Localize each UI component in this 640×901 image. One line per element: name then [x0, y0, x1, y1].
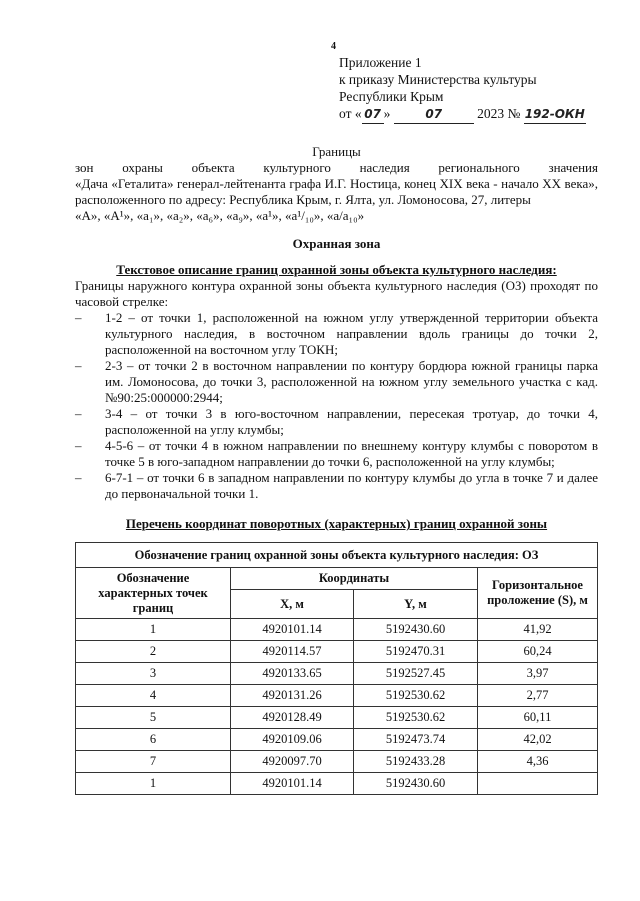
table-row: [76, 751, 598, 773]
subtitle-word: наследия: [359, 160, 410, 175]
table-row: [76, 773, 598, 795]
cell-y: 5192530.62: [354, 707, 478, 729]
list-item: [75, 310, 598, 358]
cell-x: 4920109.06: [231, 729, 354, 751]
cell-x: 4920131.26: [231, 685, 354, 707]
cell-s: 60,24: [478, 641, 598, 663]
col-coords-header: Координаты: [231, 568, 478, 590]
subtitle-word: охраны: [122, 160, 163, 175]
appendix-line3: Республики Крым: [339, 89, 444, 104]
intro-paragraph: Границы наружного контура охранной зоны объекта культурного наследия (ОЗ) проходят по часовой стрелке:: [75, 278, 598, 309]
date-mid: »: [383, 106, 391, 121]
subtitle-word: культурного: [263, 160, 331, 175]
handwritten-month: 07: [394, 106, 474, 124]
appendix-line2: к приказу Министерства культуры: [339, 72, 537, 87]
table-row: [76, 729, 598, 751]
boundary-segments-list: [75, 310, 598, 502]
cell-y: 5192530.62: [354, 685, 478, 707]
cell-s: 3,97: [478, 663, 598, 685]
cell-y: 5192433.28: [354, 751, 478, 773]
zone-heading: Охранная зона: [292, 236, 381, 251]
date-year: 2023 №: [477, 106, 521, 121]
table-row: [76, 641, 598, 663]
cell-s: 42,02: [478, 729, 598, 751]
cell-x: 4920133.65: [231, 663, 354, 685]
doc-subtitle: [75, 160, 598, 224]
date-prefix: от «: [339, 106, 362, 121]
cell-x: 4920097.70: [231, 751, 354, 773]
cell-y: 5192470.31: [354, 641, 478, 663]
cell-x: 4920101.14: [231, 773, 354, 795]
cell-s: 60,11: [478, 707, 598, 729]
dash-bullet: –: [75, 406, 82, 421]
cell-p: 4: [76, 685, 231, 707]
liters: «А», «А¹», «а₁», «а₂», «а₆», «а₉», «а¹», «а¹/₁₀», «а/а₁₀»: [75, 208, 365, 223]
subtitle-word: зон: [75, 160, 94, 175]
cell-s: 4,36: [478, 751, 598, 773]
appendix-line1: Приложение 1: [339, 55, 422, 70]
col-s-header: Горизонтальное проложение (S), м: [478, 568, 598, 619]
page-number: 4: [331, 41, 336, 52]
handwritten-number: 192-ОКН: [524, 106, 586, 124]
coordinates-table: [75, 542, 598, 795]
subtitle-word: значения: [548, 160, 598, 175]
cell-s: [478, 773, 598, 795]
col-x-header: X, м: [231, 590, 354, 619]
table-row: [76, 663, 598, 685]
cell-y: 5192527.45: [354, 663, 478, 685]
dash-bullet: –: [75, 310, 82, 325]
cell-s: 2,77: [478, 685, 598, 707]
subtitle-rest: «Дача «Геталита» генерал-лейтенанта графа И.Г. Ностица, конец XIX века - начало XX века», расположенного по адресу: Республика Крым, г. Ялта, ул. Ломоносова, 27, литеры: [75, 176, 598, 207]
cell-p: 1: [76, 619, 231, 641]
table-row: [76, 685, 598, 707]
coordinates-heading: Перечень координат поворотных (характерных) границ охранной зоны: [125, 516, 548, 531]
list-item: [75, 406, 598, 438]
cell-p: 2: [76, 641, 231, 663]
col-point-header: Обозначение характерных точек границ: [76, 568, 231, 619]
table-row: [76, 619, 598, 641]
list-item: [75, 438, 598, 470]
cell-p: 6: [76, 729, 231, 751]
dash-bullet: –: [75, 470, 82, 485]
list-item-text: 6-7-1 – от точки 6 в западном направлении по контуру клумбы до угла в точке 7 и далее до первоначальной точки 1.: [105, 470, 598, 501]
cell-x: 4920128.49: [231, 707, 354, 729]
cell-p: 5: [76, 707, 231, 729]
subtitle-word: регионального: [438, 160, 520, 175]
cell-s: 41,92: [478, 619, 598, 641]
description-body: [75, 278, 598, 502]
list-item-text: 2-3 – от точки 2 в восточном направлении по контуру бордюра южной границы парка им. Ломоносова, до точки 3, расположенной на южном углу земельного участка с кад. №90:25:000000:2944;: [105, 358, 598, 405]
subtitle-word: объекта: [191, 160, 235, 175]
dash-bullet: –: [75, 438, 82, 453]
doc-title: Границы: [312, 144, 361, 159]
col-y-header: Y, м: [354, 590, 478, 619]
cell-y: 5192430.60: [354, 619, 478, 641]
cell-p: 7: [76, 751, 231, 773]
cell-x: 4920101.14: [231, 619, 354, 641]
cell-p: 3: [76, 663, 231, 685]
subtitle-line1: [75, 160, 598, 176]
list-item: [75, 358, 598, 406]
text-description-heading: Текстовое описание границ охранной зоны объекта культурного наследия:: [116, 262, 557, 277]
handwritten-day: 07: [362, 106, 384, 124]
list-item-text: 3-4 – от точки 3 в юго-восточном направлении, пересекая тротуар, до точки 4, расположенной на углу клумбы;: [105, 406, 598, 437]
table-title: Обозначение границ охранной зоны объекта культурного наследия: ОЗ: [76, 543, 598, 568]
cell-x: 4920114.57: [231, 641, 354, 663]
list-item-text: 1-2 – от точки 1, расположенной на южном углу утвержденной территории объекта культурного наследия, в восточном направлении вдоль границы до точки 2, расположенной на восточном углу ТОКН;: [105, 310, 598, 357]
appendix-date-line: [339, 105, 598, 124]
dash-bullet: –: [75, 358, 82, 373]
cell-y: 5192430.60: [354, 773, 478, 795]
cell-p: 1: [76, 773, 231, 795]
list-item-text: 4-5-6 – от точки 4 в южном направлении по внешнему контуру клумбы с поворотом в точке 5 в юго-западном направлении до точки 6, расположенной на углу клумбы;: [105, 438, 598, 469]
list-item: [75, 470, 598, 502]
table-row: [76, 707, 598, 729]
cell-y: 5192473.74: [354, 729, 478, 751]
appendix-header: [339, 54, 598, 124]
